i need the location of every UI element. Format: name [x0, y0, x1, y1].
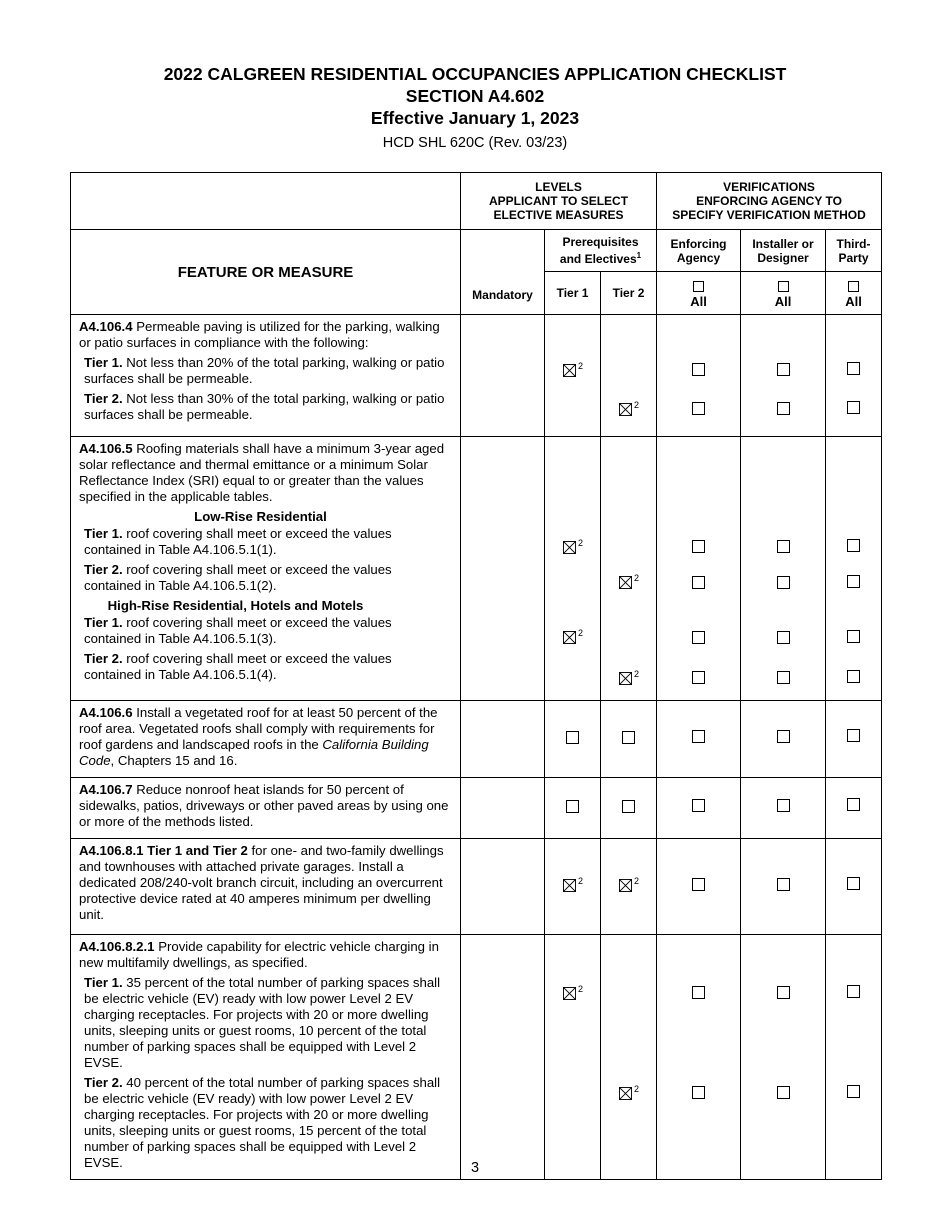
- checkbox[interactable]: [692, 799, 705, 812]
- prerequisites-header: Prerequisites and Electives$^1$: [545, 230, 657, 272]
- checkbox[interactable]: [847, 798, 860, 811]
- measure-a4-106-8-1: A4.106.8.1 Tier 1 and Tier 2 for one- and two-family dwellings and townhouses with attached private garages. Install a dedicated 208/240-volt branch circuit, including an overcurrent protective device rated at 40 amperes minimum per dwelling unit.: [71, 839, 461, 935]
- tier2-cell: [601, 778, 657, 839]
- checkbox[interactable]: [692, 576, 705, 589]
- footnote-superscript: 2: [634, 668, 640, 679]
- checkbox[interactable]: [847, 670, 860, 683]
- checked-checkbox[interactable]: [619, 576, 632, 589]
- checkbox[interactable]: [777, 986, 790, 999]
- mandatory-header: Mandatory: [461, 230, 545, 315]
- feature-header: FEATURE OR MEASURE: [71, 230, 461, 315]
- checkbox[interactable]: [777, 1086, 790, 1099]
- tier2-cell: [601, 315, 657, 437]
- checkbox[interactable]: [847, 575, 860, 588]
- checklist-table: [70, 172, 882, 1180]
- checkbox[interactable]: [692, 1086, 705, 1099]
- blank-header-cell: [71, 173, 461, 230]
- checked-checkbox[interactable]: [563, 541, 576, 554]
- third-party-all-checkbox[interactable]: [848, 281, 859, 292]
- installer-designer-header: Installer or Designer: [741, 230, 826, 272]
- installer-all: All: [741, 272, 826, 315]
- third-party-cell: [826, 935, 882, 1180]
- checkbox[interactable]: [777, 631, 790, 644]
- verifications-header: VERIFICATIONS ENFORCING AGENCY TO SPECIFY VERIFICATION METHOD: [657, 173, 882, 230]
- checkbox[interactable]: [622, 731, 635, 744]
- mandatory-cell: [461, 437, 545, 701]
- measure-a4-106-8-2-1: A4.106.8.2.1 Provide capability for electric vehicle charging in new multifamily dwellings, as specified. Tier 1. 35 percent of the total number of parking spaces shall be electric vehicle (EV) ready with low power Level 2 EV charging receptacles. For projects with 20 or more dwelling units, sleeping units or guest rooms, 10 percent of the total number of parking spaces shall be equipped with Level 2 EVSE. Tier 2. 40 percent of the total number of parking spaces shall be electric vehicle (EV ready) with low power Level 2 EV charging receptacles. For projects with 20 or more dwelling units, sleeping units or guest rooms, 15 percent of the total number of parking spaces shall be equipped with Level 2 EVSE.: [71, 935, 461, 1180]
- checkbox[interactable]: [692, 363, 705, 376]
- checkbox[interactable]: [777, 540, 790, 553]
- mandatory-cell: [461, 935, 545, 1180]
- mandatory-cell: [461, 315, 545, 437]
- checked-checkbox[interactable]: [619, 1087, 632, 1100]
- enforcing-cell: [657, 935, 741, 1180]
- checked-checkbox[interactable]: [563, 364, 576, 377]
- enforcing-cell: [657, 315, 741, 437]
- enforcing-cell: [657, 701, 741, 778]
- checkbox[interactable]: [847, 985, 860, 998]
- effective-date: Effective January 1, 2023: [370, 108, 580, 128]
- checkbox[interactable]: [692, 402, 705, 415]
- tier2-header: Tier 2: [601, 272, 657, 315]
- installer-cell: [741, 437, 826, 701]
- third-party-cell: [826, 839, 882, 935]
- tier1-cell: [545, 778, 601, 839]
- checkbox[interactable]: [622, 800, 635, 813]
- third-party-cell: [826, 437, 882, 701]
- checked-checkbox[interactable]: [619, 403, 632, 416]
- checkbox[interactable]: [847, 630, 860, 643]
- installer-cell: [741, 935, 826, 1180]
- footnote-superscript: 2: [578, 984, 584, 994]
- checkbox[interactable]: [847, 539, 860, 552]
- checked-checkbox[interactable]: [619, 879, 632, 892]
- measure-a4-106-6: A4.106.6 Install a vegetated roof for at least 50 percent of the roof area. Vegetated roofs shall comply with requirements for roof gardens and landscaped roofs in the California Building Code, Chapters 15 and 16.: [71, 701, 461, 778]
- checked-checkbox[interactable]: [563, 631, 576, 644]
- tier2-cell: [601, 701, 657, 778]
- enforcing-all-checkbox[interactable]: [693, 281, 704, 292]
- checkbox[interactable]: [692, 671, 705, 684]
- levels-header: LEVELS APPLICANT TO SELECT ELECTIVE MEASURES: [461, 173, 657, 230]
- checkbox[interactable]: [847, 877, 860, 890]
- checkbox[interactable]: [777, 363, 790, 376]
- checkbox[interactable]: [777, 878, 790, 891]
- checkbox[interactable]: [777, 576, 790, 589]
- installer-cell: [741, 839, 826, 935]
- enforcing-all: All: [657, 272, 741, 315]
- checked-checkbox[interactable]: [563, 987, 576, 1000]
- footnote-superscript: 2: [578, 876, 584, 886]
- page-title: 2022 CALGREEN RESIDENTIAL OCCUPANCIES APPLICATION CHECKLIST: [163, 64, 787, 84]
- checkbox[interactable]: [692, 540, 705, 553]
- tier2-cell: [601, 935, 657, 1180]
- checkbox[interactable]: [566, 800, 579, 813]
- third-party-cell: [826, 315, 882, 437]
- footnote-superscript: 2: [634, 875, 640, 886]
- checkbox[interactable]: [777, 402, 790, 415]
- checkbox[interactable]: [566, 731, 579, 744]
- checked-checkbox[interactable]: [619, 672, 632, 685]
- checkbox[interactable]: [847, 729, 860, 742]
- mandatory-cell: [461, 839, 545, 935]
- section-title: SECTION A4.602: [405, 86, 545, 106]
- third-party-header: Third- Party: [826, 230, 882, 272]
- checkbox[interactable]: [847, 362, 860, 375]
- checkbox[interactable]: [692, 730, 705, 743]
- checked-checkbox[interactable]: [563, 879, 576, 892]
- footnote-superscript: 2: [634, 399, 640, 410]
- measure-a4-106-5: A4.106.5 Roofing materials shall have a minimum 3-year aged solar reflectance and thermal emittance or a minimum Solar Reflectance Index (SRI) equal to or greater than the values specified in the applicable tables. Low-Rise Residential Tier 1. roof covering shall meet or exceed the values contained in Table A4.106.5.1(1). Tier 2. roof covering shall meet or exceed the values contained in Table A4.106.5.1(2). High-Rise Residential, Hotels and Motels Tier 1. roof covering shall meet or exceed the values contained in Table A4.106.5.1(3). Tier 2. roof covering shall meet or exceed the values contained in Table A4.106.5.1(4).: [71, 437, 461, 701]
- checkbox[interactable]: [692, 631, 705, 644]
- installer-cell: [741, 701, 826, 778]
- footnote-superscript: 2: [578, 538, 584, 548]
- page-number: 3: [470, 1160, 480, 1176]
- form-id: HCD SHL 620C (Rev. 03/23): [382, 135, 568, 151]
- checkbox[interactable]: [692, 986, 705, 999]
- checkbox[interactable]: [692, 878, 705, 891]
- footnote-superscript: 2: [634, 572, 640, 583]
- mandatory-cell: [461, 778, 545, 839]
- tier1-cell: [545, 839, 601, 935]
- footnote-superscript: 2: [578, 628, 584, 638]
- tier1-cell: [545, 315, 601, 437]
- tier2-cell: [601, 437, 657, 701]
- enforcing-agency-header: Enforcing Agency: [657, 230, 741, 272]
- tier2-cell: [601, 839, 657, 935]
- installer-cell: [741, 315, 826, 437]
- tier1-cell: [545, 437, 601, 701]
- third-party-cell: [826, 701, 882, 778]
- checkbox[interactable]: [777, 671, 790, 684]
- enforcing-cell: [657, 437, 741, 701]
- checkbox[interactable]: [847, 401, 860, 414]
- footnote-superscript: 2: [578, 361, 584, 371]
- measure-a4-106-4: A4.106.4 Permeable paving is utilized for the parking, walking or patio surfaces in compliance with the following: Tier 1. Not less than 20% of the total parking, walking or patio surfaces shall be permeable. Tier 2. Not less than 30% of the total parking, walking or patio surfaces shall be permeable.: [71, 315, 461, 437]
- tier1-cell: [545, 935, 601, 1180]
- mandatory-cell: [461, 701, 545, 778]
- enforcing-cell: [657, 839, 741, 935]
- checkbox[interactable]: [847, 1085, 860, 1098]
- tier1-cell: [545, 701, 601, 778]
- checkbox[interactable]: [777, 730, 790, 743]
- enforcing-cell: [657, 778, 741, 839]
- checkbox[interactable]: [777, 799, 790, 812]
- third-party-all: All: [826, 272, 882, 315]
- third-party-cell: [826, 778, 882, 839]
- footnote-superscript: 2: [634, 1083, 640, 1094]
- installer-cell: [741, 778, 826, 839]
- installer-all-checkbox[interactable]: [778, 281, 789, 292]
- measure-a4-106-7: A4.106.7 Reduce nonroof heat islands for 50 percent of sidewalks, patios, driveways or other paved areas by using one or more of the methods listed.: [71, 778, 461, 839]
- tier1-header: Tier 1: [545, 272, 601, 315]
